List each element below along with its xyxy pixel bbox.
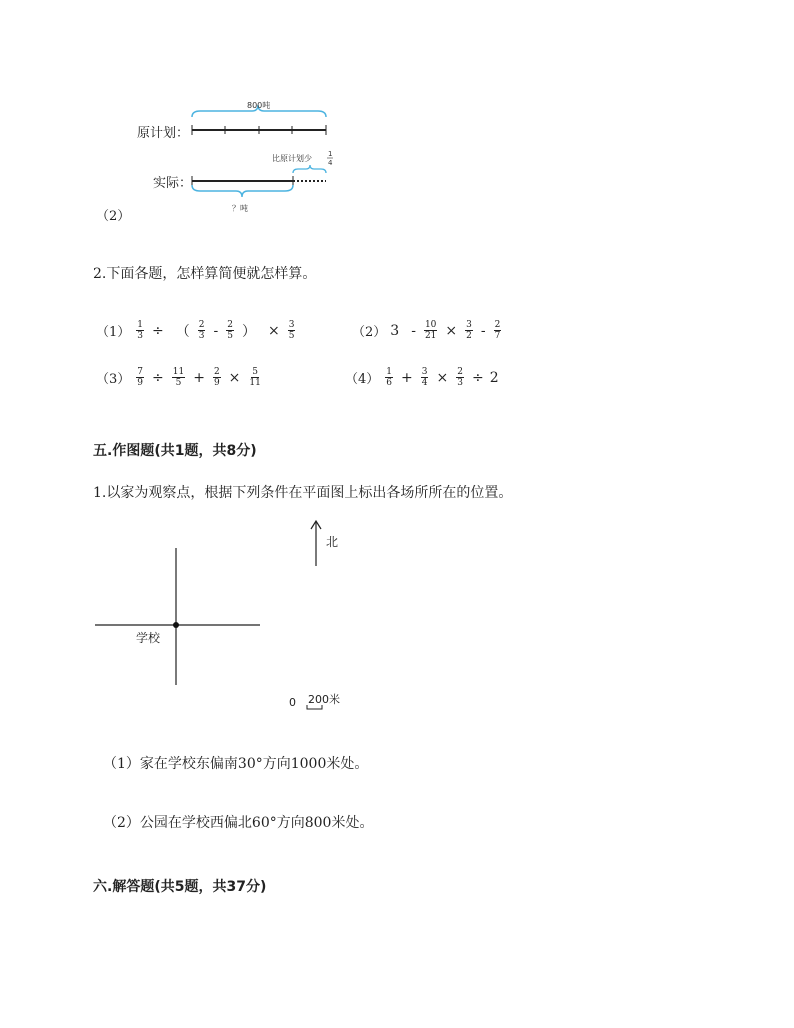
unknown-brace [192, 185, 293, 197]
section-6-title: 六.解答题(共5题，共37分) [93, 879, 267, 895]
scale-label: 200米 [308, 693, 340, 706]
less-frac-num: 1 [328, 150, 333, 158]
unknown-label: ？吨 [232, 204, 248, 213]
total-label: 800吨 [247, 101, 271, 110]
segment-diagram [130, 95, 350, 220]
fraction: $\frac{2}{5}$ [227, 320, 233, 341]
multiply-sign: × [436, 369, 449, 386]
item-number: （2） [96, 209, 131, 224]
q2-title: 2.下面各题，怎样算简便就怎样算。 [93, 266, 317, 282]
fraction: $\frac{3}{4}$ [421, 367, 428, 388]
section-5-title: 五.作图题(共1题，共8分) [93, 443, 257, 459]
sec5-item-1: （1）家在学校东偏南30°方向1000米处。 [103, 756, 369, 772]
divide-sign: ÷ [152, 322, 164, 339]
expr-number: （2） [352, 325, 387, 340]
number: 2 [489, 369, 499, 386]
expression-2 [352, 320, 503, 341]
less-frac-den: 4 [328, 159, 333, 167]
north-label: 北 [326, 535, 339, 549]
plus-sign: + [193, 369, 205, 386]
less-label: 比原计划少 [272, 154, 312, 163]
fraction: $\frac{1}{6}$ [386, 367, 393, 388]
school-point [173, 622, 179, 628]
fraction: $\frac{11}{5}$ [172, 367, 185, 388]
expression-1 [96, 320, 297, 341]
fraction: $\frac{7}{9}$ [137, 367, 144, 388]
divide-sign: ÷ [471, 369, 484, 386]
sec5-question: 1.以家为观察点，根据下列条件在平面图上标出各场所所在的位置。 [93, 485, 513, 501]
plan-label: 原计划： [137, 126, 190, 141]
divide-sign: ÷ [152, 369, 164, 386]
fraction: $\frac{2}{3}$ [198, 320, 205, 341]
plus-sign: + [401, 369, 413, 386]
fraction: $\frac{2}{7}$ [494, 320, 501, 341]
expr-number: （4） [345, 372, 380, 387]
minus-sign: - [213, 322, 219, 339]
fraction: $\frac{2}{9}$ [213, 367, 220, 388]
multiply-sign: × [228, 369, 241, 386]
sec5-item-2: （2）公园在学校西偏北60°方向800米处。 [103, 815, 374, 831]
left-paren: （ [175, 323, 190, 340]
expr-number: （1） [96, 325, 131, 340]
number: 3 [390, 322, 400, 339]
right-paren: ） [241, 323, 256, 340]
fraction: $\frac{3}{5}$ [288, 320, 295, 341]
fraction: $\frac{5}{11}$ [249, 367, 261, 388]
fraction: $\frac{10}{21}$ [424, 320, 437, 341]
minus-sign: - [480, 322, 486, 339]
multiply-sign: × [267, 322, 280, 339]
multiply-sign: × [445, 322, 458, 339]
fraction: $\frac{1}{3}$ [137, 320, 144, 341]
school-label: 学校 [136, 631, 161, 645]
fraction: $\frac{2}{3}$ [457, 367, 463, 388]
position-map [90, 510, 370, 715]
less-brace [293, 165, 326, 173]
expression-4 [345, 367, 505, 388]
fraction: $\frac{3}{2}$ [466, 320, 472, 341]
expression-3 [96, 367, 264, 388]
expr-number: （3） [96, 372, 131, 387]
scale-zero: 0 [289, 696, 296, 709]
minus-sign: - [411, 322, 416, 339]
actual-label: 实际： [153, 176, 193, 191]
